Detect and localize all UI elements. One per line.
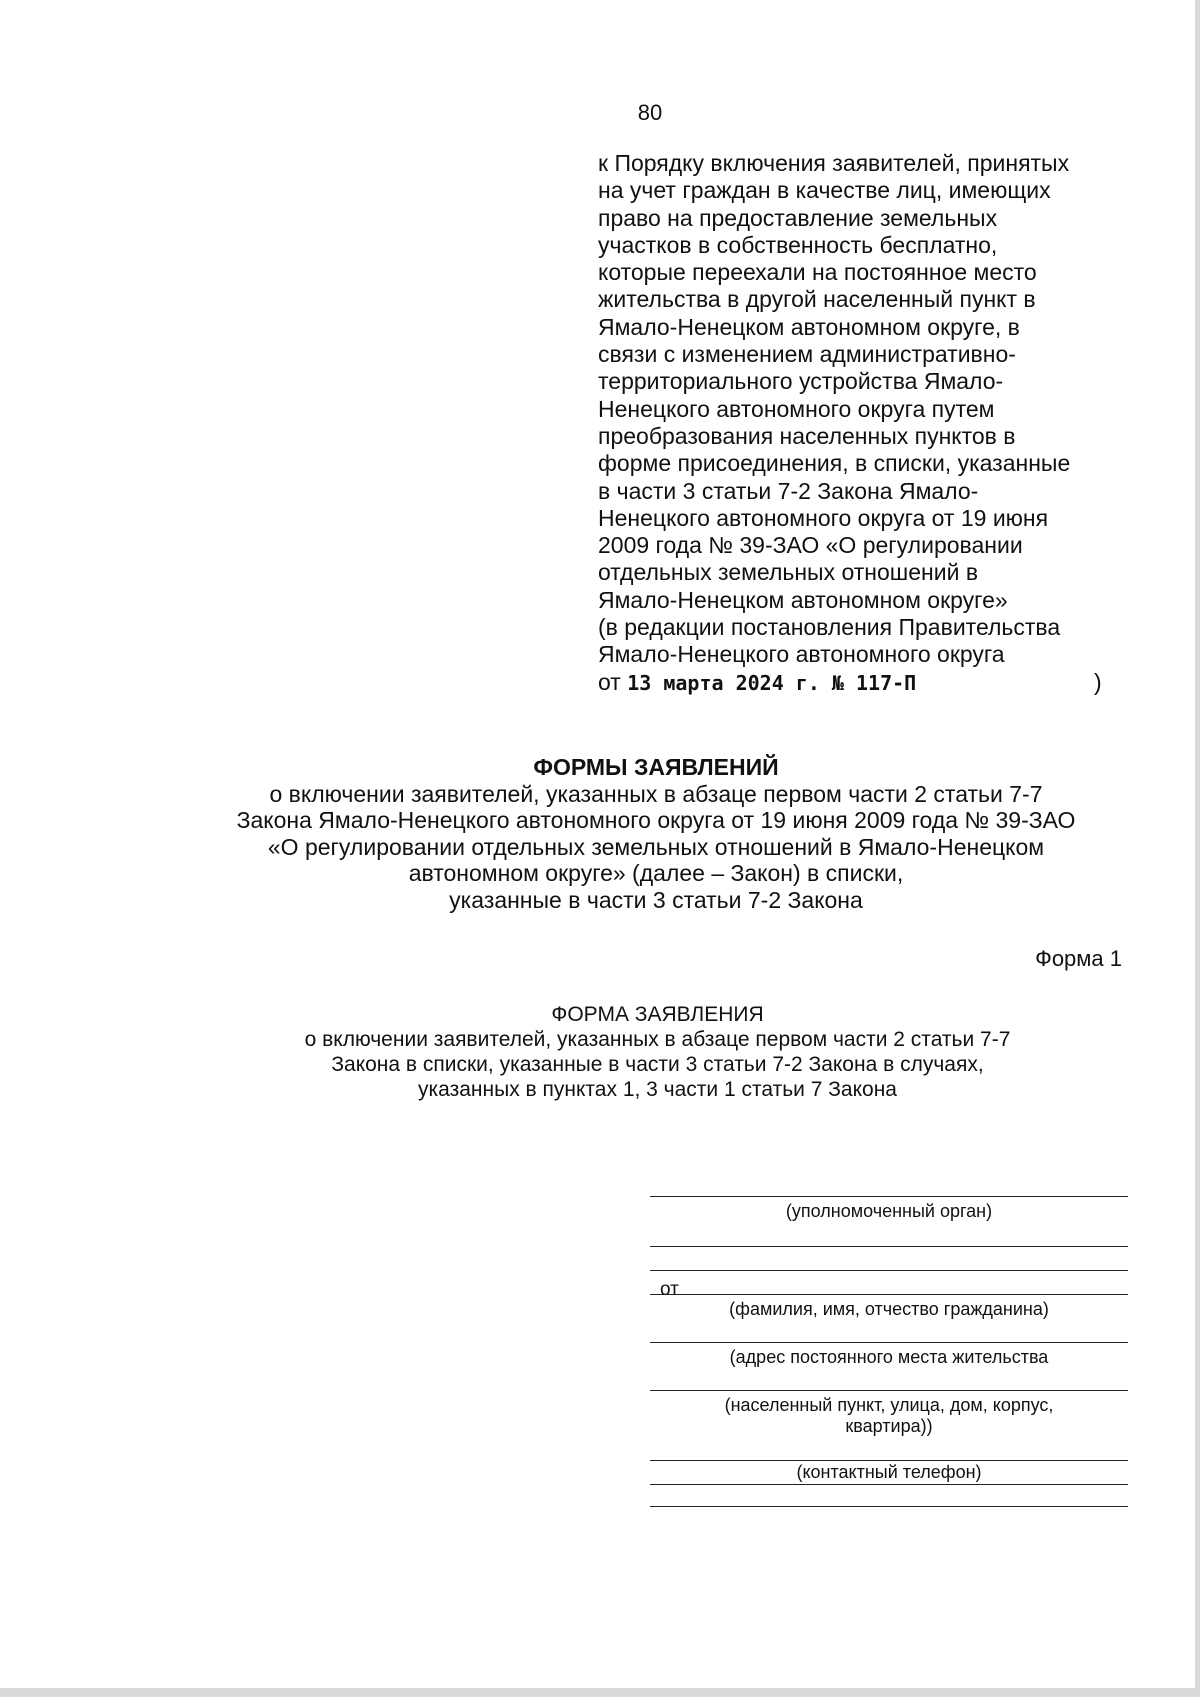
address-detail-line (650, 1390, 1128, 1391)
appendix-line: которые переехали на постоянное место (598, 259, 1037, 286)
address-line (650, 1342, 1128, 1343)
appendix-line: форме присоединения, в списки, указанные (598, 450, 1071, 477)
form-title-block (200, 1002, 1115, 1102)
appendix-line: к Порядку включения заявителей, принятых (598, 150, 1070, 176)
from-label: от (660, 1279, 679, 1300)
phone-caption: (контактный телефон) (796, 1462, 982, 1482)
appendix-note (598, 150, 1143, 697)
appendix-line: право на предоставление земельных (598, 204, 998, 231)
resolution-date-number: 13 марта 2024 г. № 117-П (627, 670, 917, 695)
form-number-label: Форма 1 (1035, 946, 1122, 971)
appendix-line: участков в собственность бесплатно, (598, 231, 998, 258)
authority-line (650, 1196, 1128, 1197)
appendix-line: территориального устройства Ямало- (598, 368, 1004, 395)
phone-line (650, 1460, 1128, 1461)
blank-line (650, 1506, 1128, 1507)
form-title-line: Закона в списки, указанные в части 3 статьи 7-2 Закона в случаях, (331, 1053, 984, 1076)
forms-title-line: о включении заявителей, указанных в абзаце первом части 2 статьи 7-7 (269, 780, 1043, 807)
appendix-line: жительства в другой населенный пункт в (598, 286, 1036, 313)
appendix-line: связи с изменением административно- (598, 341, 1016, 368)
appendix-line: в части 3 статьи 7-2 Закона Ямало- (598, 477, 979, 504)
address-detail-caption: квартира)) (845, 1416, 933, 1436)
forms-title: ФОРМЫ ЗАЯВЛЕНИЙ (533, 754, 779, 780)
applicant-header-fields (650, 1190, 1128, 1520)
blank-line (650, 1484, 1128, 1485)
appendix-line: Ямало-Ненецкого автономного округа (598, 641, 1005, 668)
forms-title-line: указанные в части 3 статьи 7-2 Закона (449, 886, 863, 913)
appendix-line: Ненецкого автономного округа от 19 июня (598, 504, 1049, 531)
forms-title-line: «О регулировании отдельных земельных отношений в Ямало-Ненецком (267, 833, 1045, 860)
applicant-name-line (650, 1294, 1128, 1295)
appendix-line: отдельных земельных отношений в (598, 559, 979, 586)
appendix-line: преобразования населенных пунктов в (598, 422, 1016, 449)
appendix-line: (в редакции постановления Правительства (598, 614, 1061, 641)
appendix-line: Ненецкого автономного округа путем (598, 395, 995, 422)
closing-paren: ) (1094, 668, 1102, 695)
forms-title-line: автономном округе» (далее – Закон) в списки, (408, 860, 904, 886)
address-caption: (адрес постоянного места жительства (729, 1347, 1049, 1367)
appendix-line: Ямало-Ненецком автономном округе, в (598, 313, 1020, 340)
page-number: 80 (637, 100, 663, 125)
form-title-line: указанных в пунктах 1, 3 части 1 статьи 7 Закона (418, 1078, 897, 1101)
appendix-line: на учет граждан в качестве лиц, имеющих (598, 177, 1051, 204)
resolution-reference (598, 669, 1143, 697)
resolution-prefix: от (598, 668, 621, 695)
name-caption: (фамилия, имя, отчество гражданина) (729, 1299, 1049, 1319)
form-title: ФОРМА ЗАЯВЛЕНИЯ (551, 1003, 764, 1026)
forms-title-line: Закона Ямало-Ненецкого автономного округа от 19 июня 2009 года № 39-ЗАО (236, 807, 1076, 833)
blank-line (650, 1270, 1128, 1271)
appendix-line: 2009 года № 39-ЗАО «О регулировании (598, 532, 1023, 559)
appendix-line: Ямало-Ненецком автономном округе» (598, 586, 1008, 613)
form-title-line: о включении заявителей, указанных в абзаце первом части 2 статьи 7-7 (304, 1028, 1011, 1051)
authority-caption: (уполномоченный орган) (785, 1201, 993, 1221)
blank-line (650, 1246, 1128, 1247)
forms-title-block (150, 754, 1162, 913)
address-detail-caption: (населенный пункт, улица, дом, корпус, (724, 1395, 1054, 1415)
